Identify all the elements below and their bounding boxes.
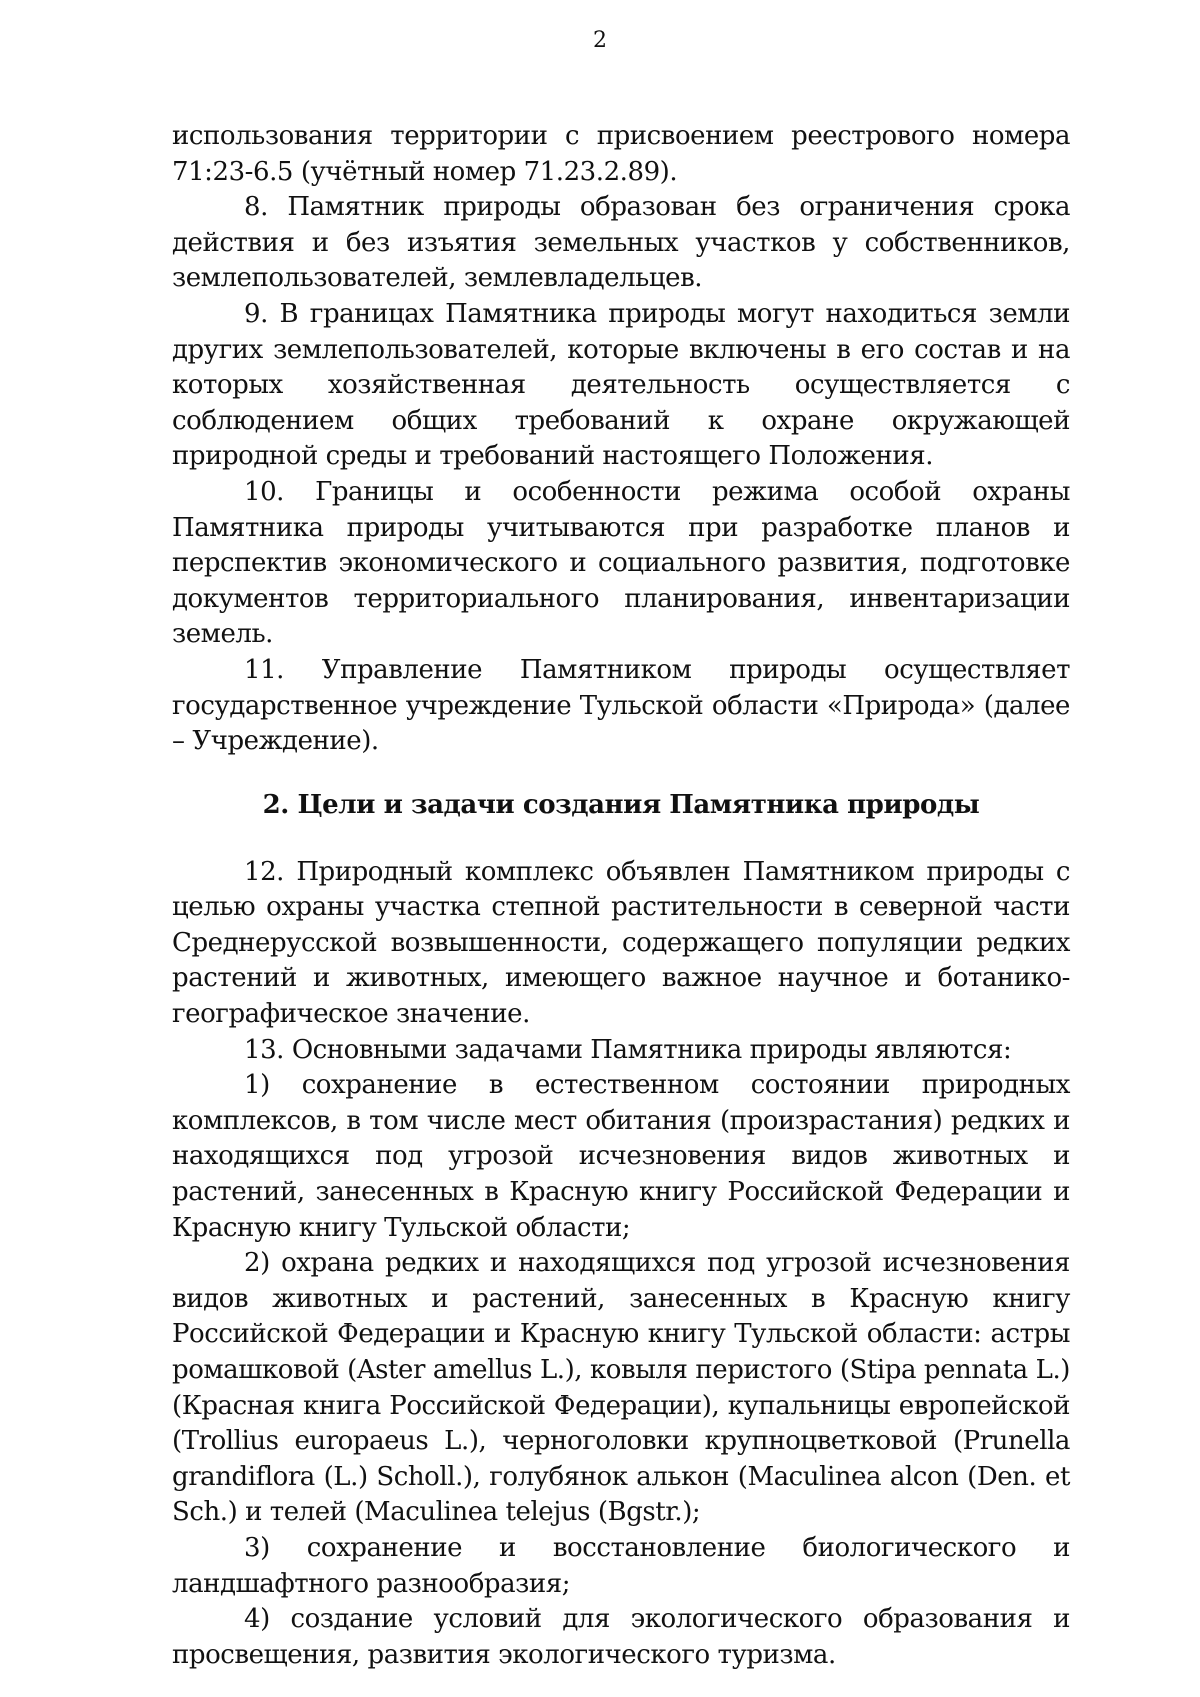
task-item-1: 1) сохранение в естественном состоянии природных комплексов, в том числе мест обитания (произрастания) редких и находящихся под угрозой исчезновения видов животных и растений, занесенных в Красную книгу Российской Федерации и Красную книгу Тульской области; [172, 1070, 1070, 1243]
paragraph-item-10: 10. Границы и особенности режима особой охраны Памятника природы учитываются при разработке планов и перспектив экономического и социального развития, подготовке документов территориального планирования, инвентаризации земель. [172, 476, 1070, 650]
paragraph-item-12: 12. Природный комплекс объявлен Памятником природы с целью охраны участка степной растительности в северной части Среднерусской возвышенности, содержащего популяции редких растений и животных, имеющего важное научное и ботанико-географическое значение. [172, 856, 1070, 1030]
task-item-2: 2) охрана редких и находящихся под угрозой исчезновения видов животных и растений, занесенных в Красную книгу Российской Федерации и Красную книгу Тульской области: астры ромашковой (Aster amellus L.), ковыля перистого (Stipa pennata L.) (Красная книга Российской Федерации), купальницы европейской (Trollius europaeus L.), черноголовки крупноцветковой (Prunella grandiflora (L.) Scholl.), голубянок алькон (Maculinea alcon (Den. et Sch.) и телей (Maculinea telejus (Bgstr.); [172, 1248, 1070, 1528]
paragraph-item-9: 9. В границах Памятника природы могут находиться земли других землепользователей, которые включены в его состав и на которых хозяйственная деятельность осуществляется с соблюдением общих требований к охране окружающей природной среды и требований настоящего Положения. [172, 298, 1070, 472]
task-item-4: 4) создание условий для экологического образования и просвещения, развития экологического туризма. [172, 1604, 1070, 1670]
paragraph-continuation: использования территории с присвоением реестрового номера 71:23-6.5 (учётный номер 71.23.2.89). [172, 121, 1070, 187]
page-number: 2 [593, 28, 607, 53]
paragraph-item-11: 11. Управление Памятником природы осуществляет государственное учреждение Тульской области «Природа» (далее – Учреждение). [172, 654, 1070, 757]
task-item-3: 3) сохранение и восстановление биологического и ландшафтного разнообразия; [172, 1532, 1070, 1599]
paragraph-item-8: 8. Памятник природы образован без ограничения срока действия и без изъятия земельных участков у собственников, землепользователей, землевладельцев. [172, 192, 1070, 294]
document-body [172, 119, 1070, 1673]
paragraph-item-13: 13. Основными задачами Памятника природы являются: [244, 1034, 1012, 1065]
section-heading: 2. Цели и задачи создания Памятника природы [262, 789, 980, 820]
